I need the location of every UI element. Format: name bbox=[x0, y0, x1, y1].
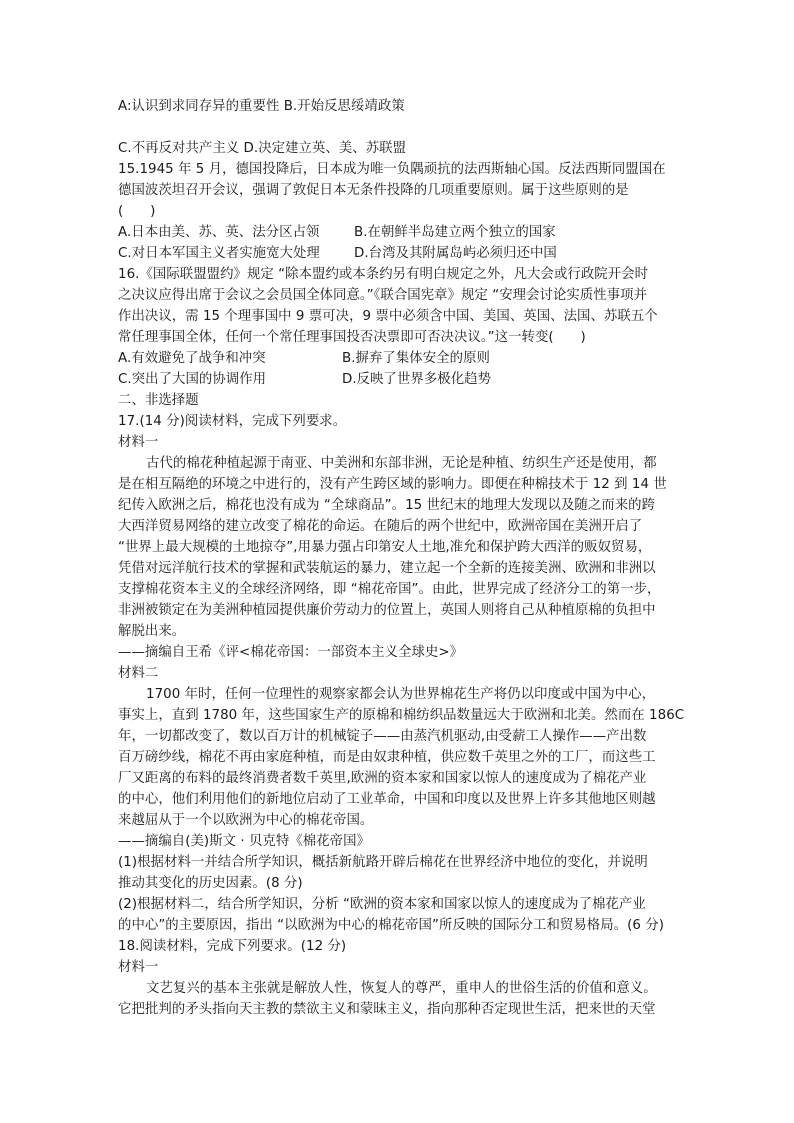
q16-stem-line-1: 16.《国际联盟盟约》规定 “除本盟约或本条约另有明白规定之外，凡大会或行政院开会时 bbox=[118, 267, 649, 282]
q17-material-1-line: 大西洋贸易网络的建立改变了棉花的命运。在随后的两个世纪中，欧洲帝国在美洲开启了 bbox=[118, 519, 643, 534]
q17-material-2-line: 百万磅纱线，棉花不再由家庭种植，而是由奴隶种植，供应数千英里之外的工厂，而这些工 bbox=[118, 750, 656, 765]
q17-requirement-1-line-1: (1)根据材料一并结合所学知识，概括新航路开辟后棉花在世界经济中地位的变化，并说明 bbox=[118, 855, 648, 870]
q15-stem-line-2: 德国波茨坦召开会议，强调了敦促日本无条件投降的几项重要原则。属于这些原则的是 bbox=[118, 183, 629, 198]
q17-requirement-2-line-2: 的中心”的主要原因，指出 “以欧洲为中心的棉花帝国”所反映的国际分工和贸易格局。(6 分) bbox=[118, 918, 664, 933]
q16-stem-line-2: 之决议应得出席于会议之会员国全体同意。”《联合国宪章》规定 “安理会讨论实质性事项并 bbox=[118, 288, 648, 303]
q17-material-1-line: 非洲被锁定在为美洲种植园提供廉价劳动力的位置上，英国人则将自己从种植原棉的负担中 bbox=[118, 603, 656, 618]
q17-material-2-label: 材料二 bbox=[118, 666, 159, 681]
q16-option-b: B.摒弃了集体安全的原则 bbox=[342, 351, 490, 366]
q15-option-b: B.在朝鲜半岛建立两个独立的国家 bbox=[354, 225, 556, 240]
q16-stem-line-3: 作出决议，需 15 个理事国中 9 票可决，9 票中必须含中国、美国、英国、法国、苏联五个 bbox=[118, 309, 658, 324]
section-heading: 二、非选择题 bbox=[118, 393, 199, 408]
q18-material-1-line: 它把批判的矛头指向天主教的禁欲主义和蒙昧主义，指向那种否定现世生活，把来世的天堂 bbox=[118, 1002, 656, 1017]
q17-material-1-line: 古代的棉花种植起源于南亚、中美洲和东部非洲，无论是种植、纺织生产还是使用，都 bbox=[146, 456, 657, 471]
q15-option-d: D.台湾及其附属岛屿必须归还中国 bbox=[354, 246, 557, 261]
q17-requirement-2-line-1: (2)根据材料二，结合所学知识，分析 “欧洲的资本家和国家以惊人的速度成为了棉花产业 bbox=[118, 897, 646, 912]
q15-answer-bracket: ( ) bbox=[118, 204, 156, 219]
q17-material-2-line: 年，一切都改变了，数以百万计的机械锭子——由蒸汽机驱动,由受薪工人操作——产出数 bbox=[118, 729, 647, 744]
q16-option-d: D.反映了世界多极化趋势 bbox=[342, 372, 492, 387]
q16-stem-line-4: 常任理事国全体，任何一个常任理事国投否决票即可否决决议。”这一转变( ) bbox=[118, 330, 586, 345]
q17-material-1-line: 支撑棉花资本主义的全球经济网络，即 “棉花帝国”。由此，世界完成了经济分工的第一步， bbox=[118, 582, 661, 597]
q17-material-2-line: 来越屈从于一个以欧洲为中心的棉花帝国。 bbox=[118, 813, 374, 828]
q15-options-row-1 bbox=[118, 222, 684, 243]
q17-material-1-line: 凭借对远洋航行技术的掌握和武装航运的暴力，建立起一个全新的连接美洲、欧洲和非洲以 bbox=[118, 561, 656, 576]
q17-material-1-line: “世界上最大规模的土地掠夺”,用暴力强占印第安人土地,准允和保护跨大西洋的贩奴贸易， bbox=[118, 540, 652, 555]
q17-requirement-1-line-2: 推动其变化的历史因素。(8 分) bbox=[118, 876, 303, 891]
q15-stem-line-1: 15.1945 年 5 月，德国投降后，日本成为唯一负隅顽抗的法西斯轴心国。反法西斯同盟国在 bbox=[118, 162, 666, 177]
q17-material-1-line: 纪传入欧洲之后，棉花也没有成为 “全球商品”。15 世纪末的地理大发现以及随之而来的跨 bbox=[118, 498, 656, 513]
q16-option-a: A.有效避免了战争和冲突 bbox=[118, 351, 266, 366]
q17-material-2-line: 1700 年时，任何一位理性的观察家都会认为世界棉花生产将仍以印度或中国为中心， bbox=[146, 687, 656, 702]
q17-material-2-line: 事实上，直到 1780 年，这些国家生产的原棉和棉纺织品数量远大于欧洲和北美。然而在 186C bbox=[118, 708, 685, 723]
q17-title: 17.(14 分)阅读材料，完成下列要求。 bbox=[118, 414, 347, 429]
q14-options-cd: C.不再反对共产主义 D.决定建立英、美、苏联盟 bbox=[118, 141, 407, 156]
q16-options-row-1 bbox=[118, 348, 684, 369]
q18-material-1-label: 材料一 bbox=[118, 960, 159, 975]
q15-option-c: C.对日本军国主义者实施宽大处理 bbox=[118, 246, 320, 261]
q17-material-1-line: 是在相互隔绝的环境之中进行的，没有产生跨区域的影响力。即便在种棉技术于 12 到 14 世 bbox=[118, 477, 667, 492]
q17-material-2-line: 的中心，他们利用他们的新地位启动了工业革命，中国和印度以及世界上许多其他地区则越 bbox=[118, 792, 656, 807]
q17-material-2-source: ——摘编自(美)斯文 · 贝克特《棉花帝国》 bbox=[118, 834, 370, 849]
q15-options-row-2 bbox=[118, 243, 684, 264]
q15-option-a: A.日本由美、苏、英、法分区占领 bbox=[118, 225, 320, 240]
q17-material-2-line: 厂又距离的布料的最终消费者数千英里,欧洲的资本家和国家以惊人的速度成为了棉花产业 bbox=[118, 771, 647, 786]
exam-page bbox=[118, 96, 684, 1020]
q14-options-ab: A:认识到求同存异的重要性 B.开始反思绥靖政策 bbox=[118, 99, 405, 114]
q18-title: 18.阅读材料，完成下列要求。(12 分) bbox=[118, 939, 347, 954]
q17-material-1-label: 材料一 bbox=[118, 435, 159, 450]
q16-options-row-2 bbox=[118, 369, 684, 390]
q16-option-c: C.突出了大国的协调作用 bbox=[118, 372, 267, 387]
q18-material-1-line: 文艺复兴的基本主张就是解放人性，恢复人的尊严，重申人的世俗生活的价值和意义。 bbox=[146, 981, 657, 996]
q17-material-1-line: 解脱出来。 bbox=[118, 624, 186, 639]
q17-material-1-source: ——摘编自王希《评<棉花帝国：一部资本主义全球史>》 bbox=[118, 645, 464, 660]
